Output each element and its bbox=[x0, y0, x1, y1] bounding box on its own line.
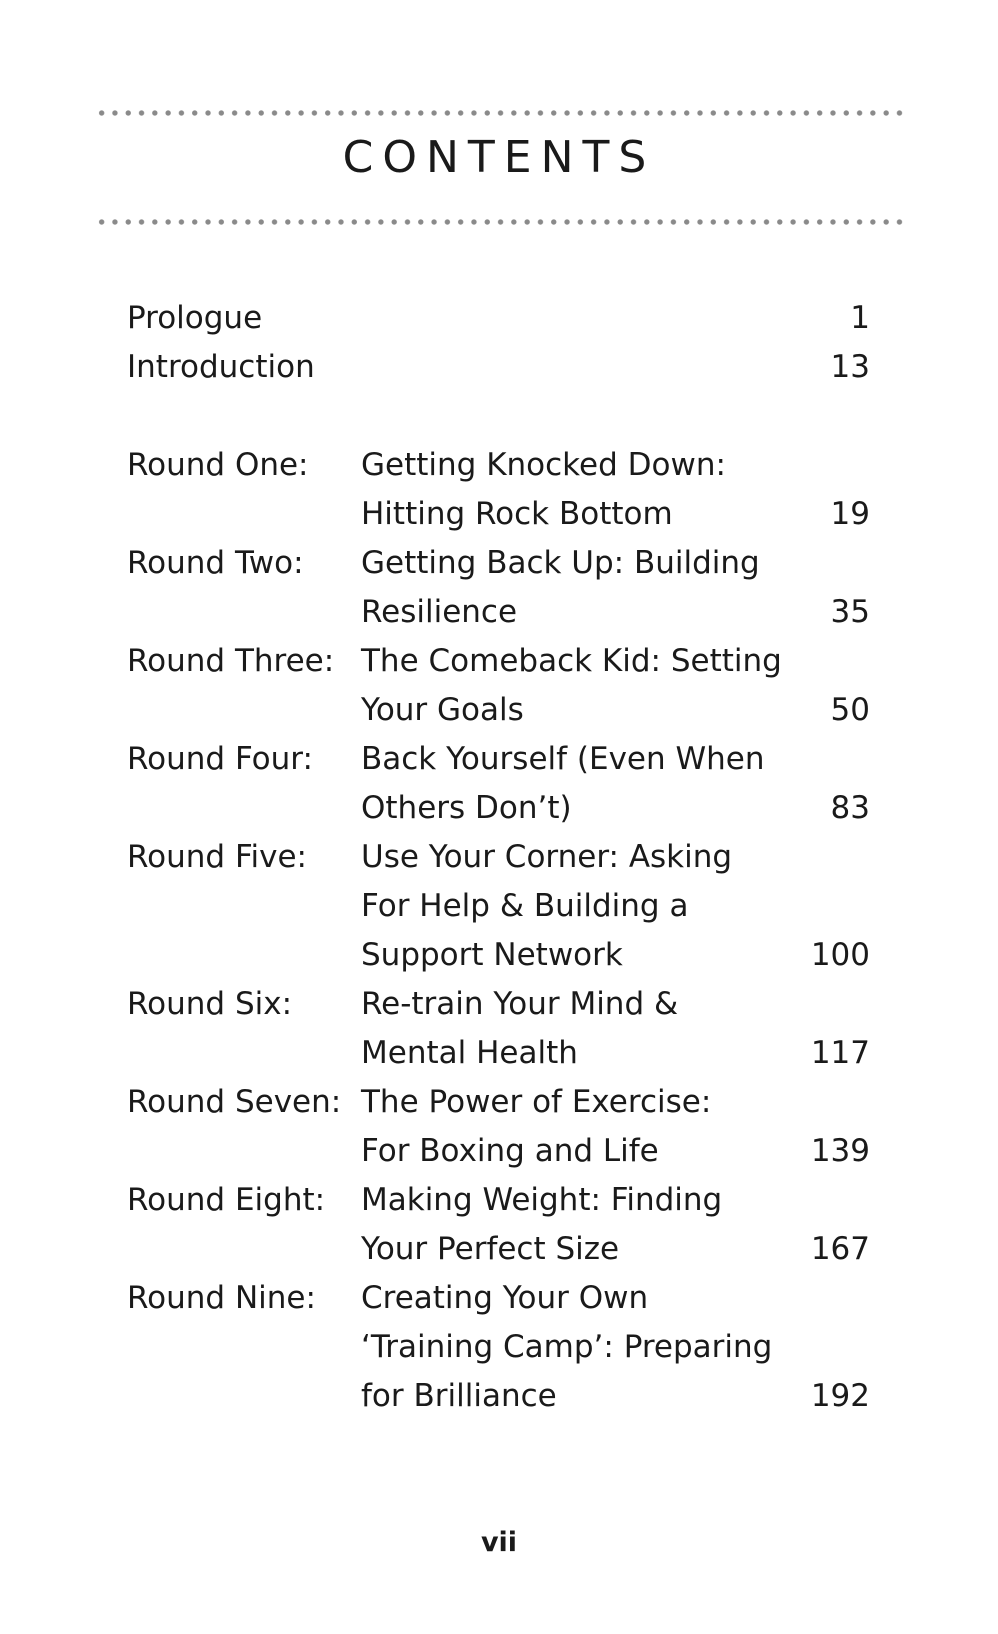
toc-round-label: Round One: bbox=[127, 447, 309, 483]
page-title: CONTENTS bbox=[342, 132, 656, 183]
toc-chapter-title-line: Your Perfect Size bbox=[361, 1231, 620, 1267]
toc-chapter-title-line: Back Yourself (Even When bbox=[361, 741, 765, 777]
toc-page-number: 139 bbox=[810, 1133, 870, 1169]
toc-chapter-title-line: Your Goals bbox=[361, 692, 524, 728]
toc-round-label: Round Eight: bbox=[127, 1182, 326, 1218]
toc-chapter-title-line: Hitting Rock Bottom bbox=[361, 496, 673, 532]
toc-chapter-title-line: Resilience bbox=[361, 594, 518, 630]
toc-chapter-title-line: Others Don’t) bbox=[361, 790, 572, 826]
toc-round-label: Round Nine: bbox=[127, 1280, 316, 1316]
toc-entry-label: Introduction bbox=[127, 349, 315, 385]
toc-chapter-title-line: Mental Health bbox=[361, 1035, 578, 1071]
toc-page-number: 13 bbox=[830, 349, 870, 385]
toc-entry-label: Prologue bbox=[127, 300, 263, 336]
toc-page-number: 192 bbox=[810, 1378, 870, 1414]
toc-chapter-title-line: Getting Back Up: Building bbox=[361, 545, 760, 581]
toc-page-number: 83 bbox=[830, 790, 870, 826]
toc-page-number: 1 bbox=[850, 300, 870, 336]
toc-page-number: 19 bbox=[830, 496, 870, 532]
toc-round-label: Round Seven: bbox=[127, 1084, 342, 1120]
toc-chapter-title-line: For Help & Building a bbox=[361, 888, 689, 924]
dotted-rule-bottom bbox=[95, 218, 903, 226]
toc-round-label: Round Three: bbox=[127, 643, 335, 679]
toc-page-number: 117 bbox=[810, 1035, 870, 1071]
toc-chapter-title-line: Use Your Corner: Asking bbox=[361, 839, 733, 875]
toc-chapter-title-line: ‘Training Camp’: Preparing bbox=[361, 1329, 773, 1365]
toc-chapter-title-line: for Brilliance bbox=[361, 1378, 557, 1414]
toc-page-number: 100 bbox=[810, 937, 870, 973]
toc-chapter-title-line: The Comeback Kid: Setting bbox=[361, 643, 782, 679]
toc-chapter-title-line: Re-train Your Mind & bbox=[361, 986, 679, 1022]
toc-page-number: 50 bbox=[830, 692, 870, 728]
toc-round-label: Round Two: bbox=[127, 545, 304, 581]
toc-chapter-title-line: The Power of Exercise: bbox=[361, 1084, 712, 1120]
toc-round-label: Round Five: bbox=[127, 839, 307, 875]
toc-page-number: 35 bbox=[830, 594, 870, 630]
toc-chapter-title-line: Getting Knocked Down: bbox=[361, 447, 726, 483]
toc-chapter-title-line: Creating Your Own bbox=[361, 1280, 649, 1316]
toc-chapter-title-line: For Boxing and Life bbox=[361, 1133, 659, 1169]
toc-round-label: Round Six: bbox=[127, 986, 293, 1022]
toc-chapter-title-line: Support Network bbox=[361, 937, 623, 973]
toc-round-label: Round Four: bbox=[127, 741, 313, 777]
toc-chapter-title-line: Making Weight: Finding bbox=[361, 1182, 723, 1218]
toc-page-number: 167 bbox=[810, 1231, 870, 1267]
page-folio: vii bbox=[480, 1527, 518, 1558]
dotted-rule-top bbox=[95, 109, 903, 117]
